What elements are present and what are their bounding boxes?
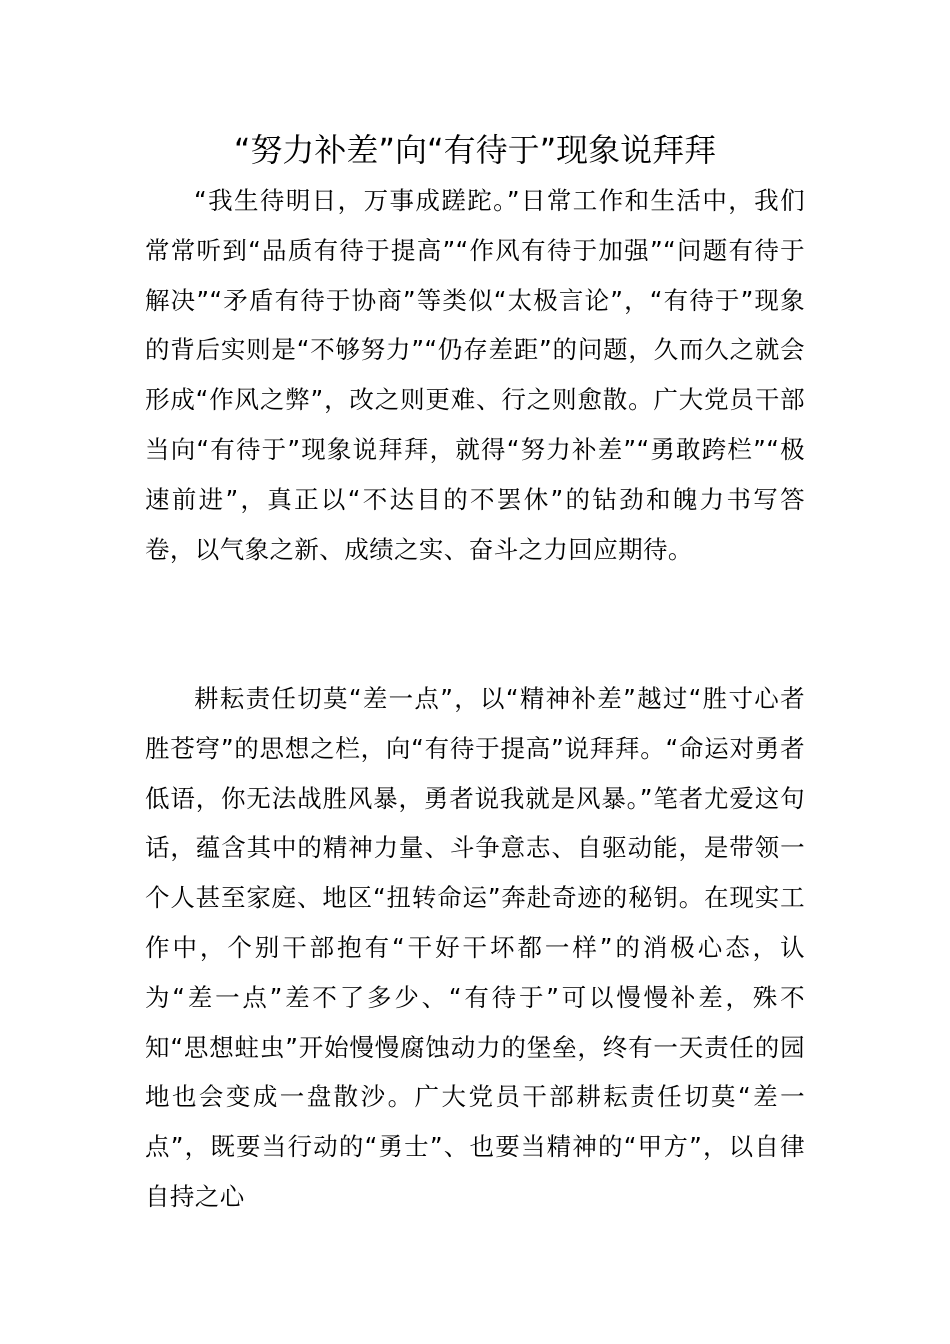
page-title: “努力补差”向“有待于”现象说拜拜: [233, 131, 717, 169]
paragraph-2: 耕耘责任切莫“差一点”，以“精神补差”越过“胜寸心者胜苍穹”的思想之栏，向“有待于提高”说拜拜。“命运对勇者低语，你无法战胜风暴，勇者说我就是风暴。”笔者尤爱这句话，蕴含其中的精神力量、斗争意志、自驱动能，是带领一个人甚至家庭、地区“扭转命运”奔赴奇迹的秘钥。在现实工作中，个别干部抱有“干好干坏都一样”的消极心态，认为“差一点”差不了多少、“有待于”可以慢慢补差，殊不知“思想蛀虫”开始慢慢腐蚀动力的堡垒，终有一天责任的园地也会变成一盘散沙。广大党员干部耕耘责任切莫“差一点”，既要当行动的“勇士”、也要当精神的“甲方”，以自律自持之心: [145, 684, 805, 1211]
paragraph-1: “我生待明日，万事成蹉跎。”日常工作和生活中，我们常常听到“品质有待于提高”“作风有待于加强”“问题有待于解决”“矛盾有待于协商”等类似“太极言论”，“有待于”现象的背后实则是“不够努力”“仍存差距”的问题，久而久之就会形成“作风之弊”，改之则更难、行之则愈散。广大党员干部当向“有待于”现象说拜拜，就得“努力补差”“勇敢跨栏”“极速前进”，真正以“不达目的不罢休”的钻劲和魄力书写答卷，以气象之新、成绩之实、奋斗之力回应期待。: [145, 186, 805, 564]
